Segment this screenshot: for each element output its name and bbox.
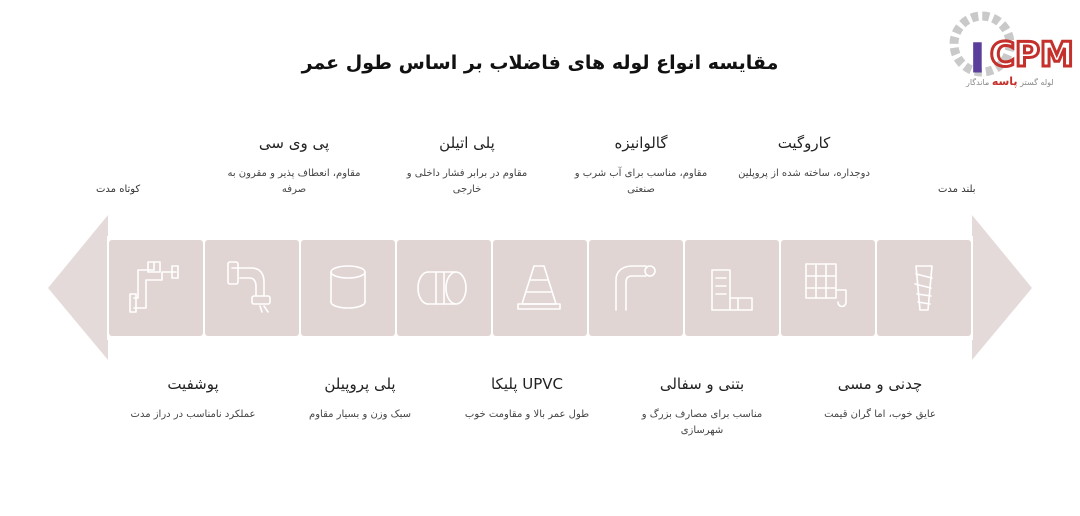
band-cell bbox=[685, 240, 779, 336]
band-cell bbox=[493, 240, 587, 336]
item-pvc bbox=[219, 134, 369, 197]
band-cell bbox=[109, 240, 203, 336]
svg-text:I: I bbox=[970, 36, 985, 82]
long-term-label: بلند مدت bbox=[938, 184, 976, 195]
item-polypropylene bbox=[285, 375, 435, 423]
item-polyethylene bbox=[392, 134, 542, 197]
item-description: سبک وزن و بسیار مقاوم bbox=[309, 409, 411, 420]
item-name: پلی پروپیلن bbox=[324, 375, 396, 393]
item-name: پی وی سی bbox=[258, 134, 330, 152]
short-term-label: کوتاه مدت bbox=[96, 184, 141, 195]
item-upvc bbox=[452, 375, 602, 423]
band-cell bbox=[589, 240, 683, 336]
logo-subtitle-highlight: پاسه bbox=[991, 75, 1018, 88]
item-cast-iron-copper bbox=[805, 375, 955, 423]
item-name: پلی اتیلن bbox=[439, 134, 495, 152]
item-name: بتنی و سفالی bbox=[659, 375, 745, 393]
item-description: مقاوم در برابر فشار داخلی و خارجی bbox=[406, 168, 528, 195]
right-arrow-head bbox=[972, 215, 1032, 360]
item-description: مناسب برای مصارف بزرگ و شهرسازی bbox=[641, 409, 763, 436]
item-name: گالوانیزه bbox=[614, 134, 668, 152]
band-cell bbox=[205, 240, 299, 336]
band-cell bbox=[877, 240, 971, 336]
svg-text:CPM: CPM bbox=[990, 35, 1074, 75]
item-concrete-clay bbox=[627, 375, 777, 438]
item-description: عملکرد نامناسب در دراز مدت bbox=[130, 409, 256, 420]
item-description: مقاوم، انعطاف پذیر و مقرون به صرفه bbox=[227, 168, 361, 195]
item-description: عایق خوب، اما گران قیمت bbox=[824, 409, 936, 420]
item-name: UPVC پلیکا bbox=[490, 375, 564, 393]
item-name: چدنی و مسی bbox=[837, 375, 923, 393]
page-title: مقایسه انواع لوله های فاضلاب بر اساس طول عمر bbox=[301, 52, 779, 74]
item-description: مقاوم، مناسب برای آب شرب و صنعتی bbox=[574, 168, 708, 195]
band-cells bbox=[109, 240, 971, 336]
item-name: پوشفیت bbox=[167, 375, 219, 393]
logo-subtitle-suffix: ماندگار bbox=[966, 78, 990, 87]
logo-subtitle-prefix: لوله گستر bbox=[1020, 78, 1054, 87]
item-corrugated bbox=[729, 134, 879, 182]
left-arrow-head bbox=[48, 215, 108, 360]
item-description: طول عمر بالا و مقاومت خوب bbox=[464, 409, 590, 420]
item-galvanized bbox=[566, 134, 716, 197]
item-pushfit bbox=[118, 375, 268, 423]
item-description: دوجداره، ساخته شده از پروپلین bbox=[738, 168, 870, 179]
band-cell bbox=[301, 240, 395, 336]
item-name: کاروگیت bbox=[777, 134, 831, 152]
